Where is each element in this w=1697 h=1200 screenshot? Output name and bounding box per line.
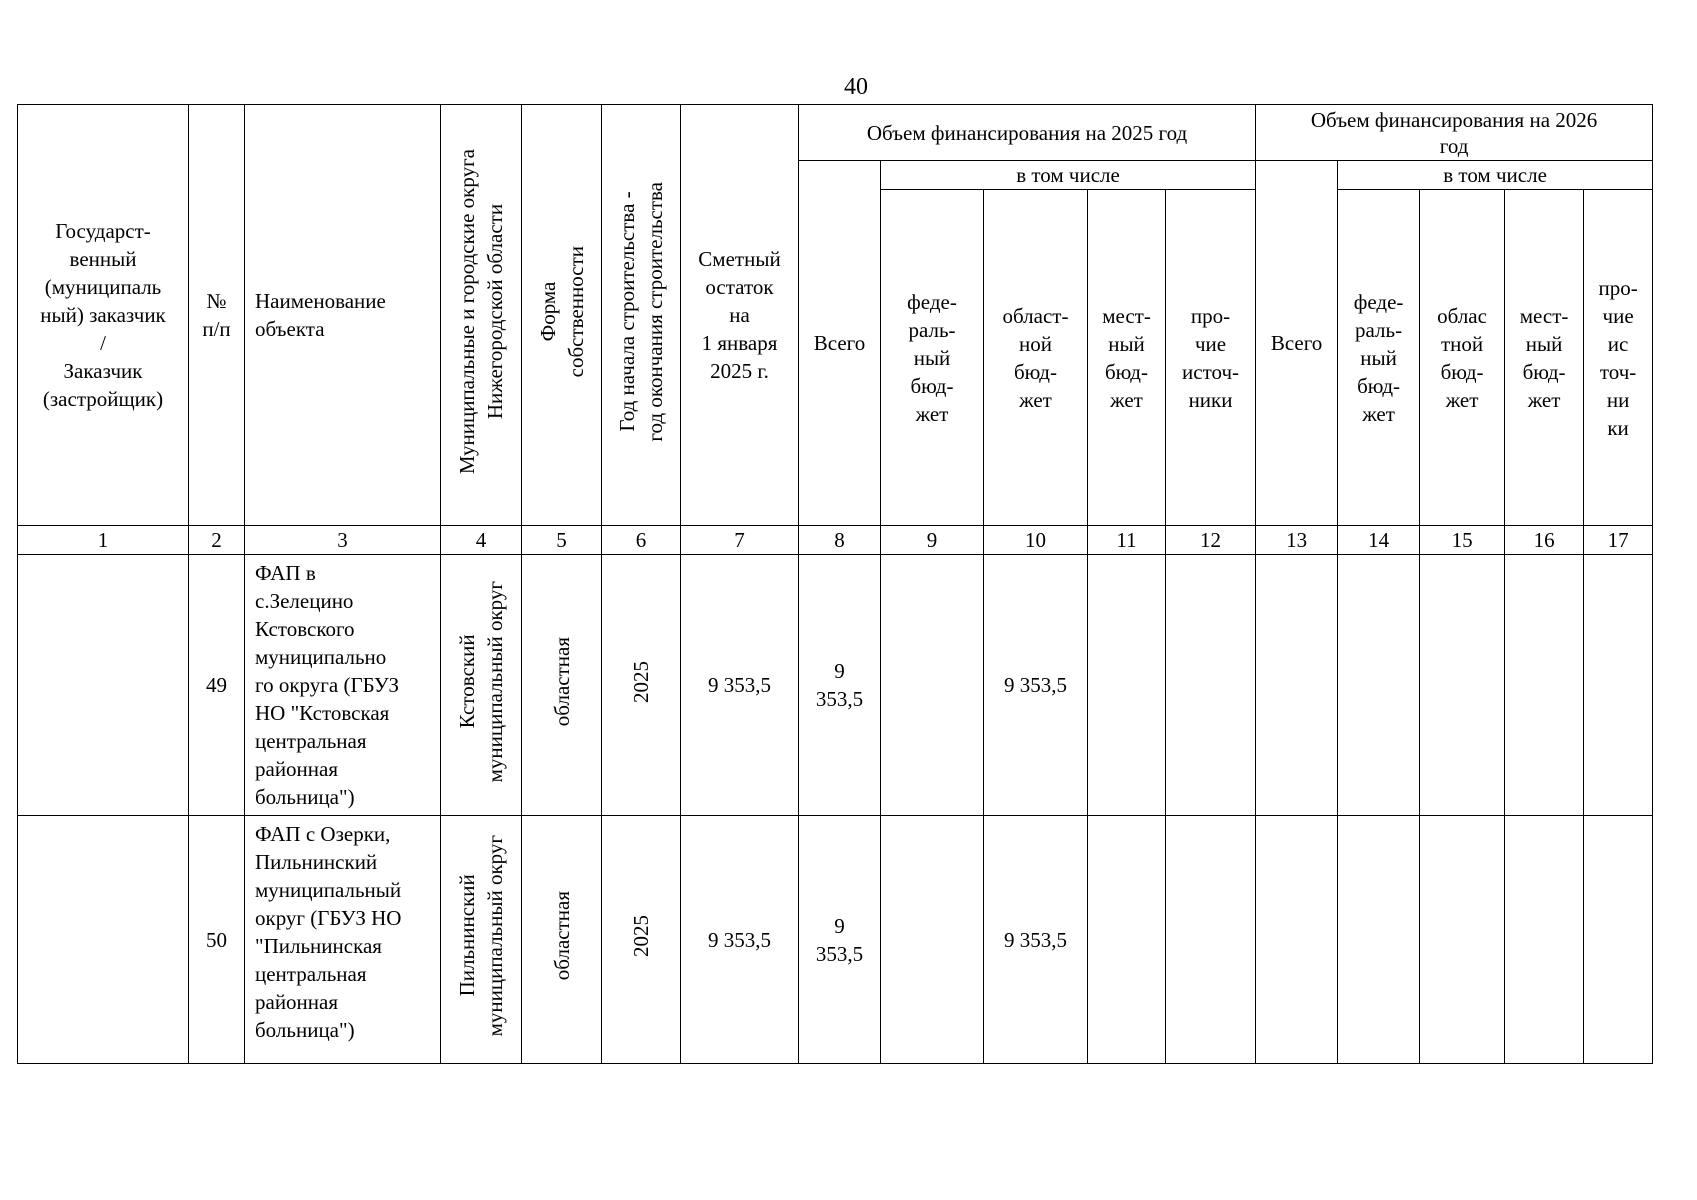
row-estimate: 9 353,5 xyxy=(681,555,799,816)
column-number: 2 xyxy=(189,526,245,555)
header-ownership: Форма собственности xyxy=(535,245,588,378)
row-federal-2026 xyxy=(1338,816,1420,1064)
column-number: 9 xyxy=(881,526,984,555)
table-row xyxy=(18,555,1653,816)
row-object-name: ФАП с Озерки, Пильнинский муниципальный округ (ГБУЗ НО "Пильнинская центральная районная больница") xyxy=(245,816,441,1064)
row-total-2025: 9 353,5 xyxy=(799,555,881,816)
row-estimate: 9 353,5 xyxy=(681,816,799,1064)
row-other-2026 xyxy=(1584,555,1653,816)
header-regional-2026: облас тной бюд- жет xyxy=(1420,190,1505,526)
header-including-2026: в том числе xyxy=(1338,161,1653,190)
column-number: 10 xyxy=(984,526,1088,555)
row-district: Кстовский муниципальный округ xyxy=(455,580,507,783)
row-total-2026 xyxy=(1256,555,1338,816)
header-local-2025: мест- ный бюд- жет xyxy=(1088,190,1166,526)
row-customer xyxy=(18,555,189,816)
row-local-2026 xyxy=(1505,555,1584,816)
row-years-cell xyxy=(602,555,681,816)
header-district-cell xyxy=(441,105,522,526)
column-number: 5 xyxy=(522,526,602,555)
row-ownership-cell xyxy=(522,555,602,816)
row-customer xyxy=(18,816,189,1064)
header-federal-2026: феде- раль- ный бюд- жет xyxy=(1338,190,1420,526)
header-object-name: Наименование объекта xyxy=(245,105,441,526)
header-other-2026: про- чие ис точ- ни ки xyxy=(1584,190,1653,526)
row-regional-2026 xyxy=(1420,816,1505,1064)
row-years: 2025 xyxy=(629,915,653,957)
header-estimate: Сметный остаток на 1 января 2025 г. xyxy=(681,105,799,526)
header-years-cell xyxy=(602,105,681,526)
header-local-2026: мест- ный бюд- жет xyxy=(1505,190,1584,526)
row-ownership: областная xyxy=(549,636,574,727)
row-district-cell xyxy=(441,555,522,816)
column-number: 13 xyxy=(1256,526,1338,555)
row-other-2025 xyxy=(1166,816,1256,1064)
row-regional-2025: 9 353,5 xyxy=(984,816,1088,1064)
construction-financing-table xyxy=(17,104,1653,1064)
table-row xyxy=(18,816,1653,1064)
row-district: Пильнинский муниципальный округ xyxy=(455,835,507,1037)
column-number: 4 xyxy=(441,526,522,555)
column-number: 16 xyxy=(1505,526,1584,555)
column-number: 1 xyxy=(18,526,189,555)
row-object-name: ФАП в с.Зелецино Кстовского муниципально го округа (ГБУЗ НО "Кстовская центральная районная больница") xyxy=(245,555,441,816)
row-number: 50 xyxy=(189,816,245,1064)
row-number: 49 xyxy=(189,555,245,816)
header-other-2025: про- чие источ- ники xyxy=(1166,190,1256,526)
row-ownership: областная xyxy=(549,891,574,981)
header-years: Год начала строительства - год окончания строительства xyxy=(615,181,667,442)
column-number: 3 xyxy=(245,526,441,555)
row-total-2025: 9 353,5 xyxy=(799,816,881,1064)
header-district: Муниципальные и городские округа Нижегородской области xyxy=(455,148,507,475)
column-number: 17 xyxy=(1584,526,1653,555)
column-number: 15 xyxy=(1420,526,1505,555)
column-number: 14 xyxy=(1338,526,1420,555)
column-number: 6 xyxy=(602,526,681,555)
row-district-cell xyxy=(441,816,522,1064)
row-federal-2026 xyxy=(1338,555,1420,816)
row-local-2026 xyxy=(1505,816,1584,1064)
row-regional-2026 xyxy=(1420,555,1505,816)
row-local-2025 xyxy=(1088,816,1166,1064)
header-ownership-cell xyxy=(522,105,602,526)
row-years: 2025 xyxy=(629,660,653,703)
page-number: 40 xyxy=(844,74,868,100)
column-number: 12 xyxy=(1166,526,1256,555)
header-financing-2026: Объем финансирования на 2026 год xyxy=(1256,105,1653,161)
row-other-2025 xyxy=(1166,555,1256,816)
header-federal-2025: феде- раль- ный бюд- жет xyxy=(881,190,984,526)
header-regional-2025: област- ной бюд- жет xyxy=(984,190,1088,526)
column-number: 7 xyxy=(681,526,799,555)
row-federal-2025 xyxy=(881,555,984,816)
header-total-2026: Всего xyxy=(1256,161,1338,526)
row-local-2025 xyxy=(1088,555,1166,816)
column-number: 11 xyxy=(1088,526,1166,555)
row-ownership-cell xyxy=(522,816,602,1064)
header-including-2025: в том числе xyxy=(881,161,1256,190)
row-federal-2025 xyxy=(881,816,984,1064)
row-total-2026 xyxy=(1256,816,1338,1064)
header-total-2025: Всего xyxy=(799,161,881,526)
header-number: № п/п xyxy=(189,105,245,526)
column-number: 8 xyxy=(799,526,881,555)
header-customer: Государст- венный (муниципаль ный) заказчик / Заказчик (застройщик) xyxy=(18,105,189,526)
row-other-2026 xyxy=(1584,816,1653,1064)
row-years-cell xyxy=(602,816,681,1064)
row-regional-2025: 9 353,5 xyxy=(984,555,1088,816)
header-financing-2025: Объем финансирования на 2025 год xyxy=(799,105,1256,161)
column-numbers-row xyxy=(18,526,1653,555)
